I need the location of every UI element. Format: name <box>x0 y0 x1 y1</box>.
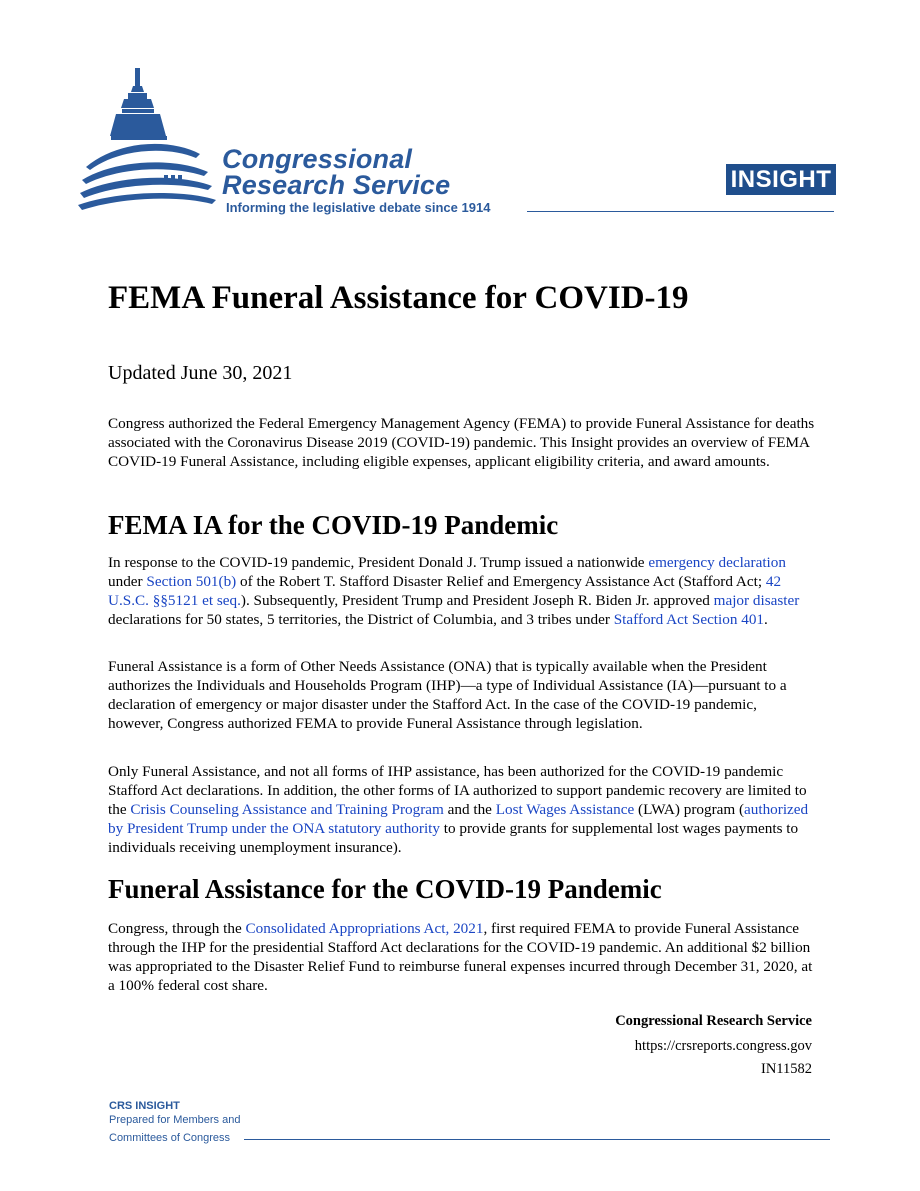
page-title: FEMA Funeral Assistance for COVID-19 <box>108 280 689 316</box>
text-run: In response to the COVID-19 pandemic, President Donald J. Trump issued a nationwide <box>108 554 649 571</box>
emergency-declaration-link[interactable]: emergency declaration <box>648 554 786 571</box>
tagline-rule <box>527 211 834 212</box>
footer-prepared-line2: Committees of Congress <box>109 1132 231 1144</box>
text-run: Only Funeral Assistance, and not all forms of IHP assistance, has been authorized for the COVID-19 pandemic Stafford Act declarations. In addition, the other forms of IA authorized to support pandemic recovery are limited to the <box>108 763 807 818</box>
section2-paragraph-1 <box>108 919 816 995</box>
org-name-line1: Congressional <box>222 144 413 174</box>
lost-wages-assistance-link[interactable]: Lost Wages Assistance <box>495 801 635 818</box>
capitol-dome-logo-icon <box>78 62 228 217</box>
section1-paragraph-3 <box>108 762 816 857</box>
ona-authority-link[interactable]: authorized by President Trump under the ONA statutory authority <box>108 801 809 837</box>
consolidated-appropriations-link[interactable]: Consolidated Appropriations Act, 2021 <box>245 920 484 937</box>
stafford-act-section-401-link[interactable]: Stafford Act Section 401 <box>613 611 765 628</box>
insight-badge: INSIGHT <box>726 164 836 195</box>
section1-heading: FEMA IA for the COVID-19 Pandemic <box>108 510 559 540</box>
tagline: Informing the legislative debate since 1914 <box>226 200 491 215</box>
text-run: , first required FEMA to provide Funeral Assistance through the IHP for the presidential Stafford Act declarations for the COVID-19 pandemic. An additional $2 billion was appropriated to the Disaster Relief Fund to reimburse funeral expenses incurred through December 31, 2020, at a 100% federal cost share. <box>108 920 813 994</box>
text-run: (LWA) program ( <box>634 801 745 818</box>
usc-5121-link[interactable]: 42 U.S.C. §§5121 et seq. <box>108 573 782 609</box>
section2-heading: Funeral Assistance for the COVID-19 Pandemic <box>108 874 662 904</box>
text-run: . <box>764 611 768 628</box>
major-disaster-link[interactable]: major disaster <box>713 592 800 609</box>
footer-url[interactable]: https://crsreports.congress.gov <box>634 1038 812 1054</box>
text-run: Congress, through the <box>108 920 246 937</box>
text-run: declarations for 50 states, 5 territories, the District of Columbia, and 3 tribes under <box>108 611 614 628</box>
crisis-counseling-link[interactable]: Crisis Counseling Assistance and Training Program <box>130 801 444 818</box>
text-run: of the Robert T. Stafford Disaster Relief and Emergency Assistance Act (Stafford Act; <box>236 573 766 590</box>
text-run: under <box>108 573 147 590</box>
text-run: and the <box>443 801 496 818</box>
section1-paragraph-2: Funeral Assistance is a form of Other Needs Assistance (ONA) that is typically available when the President authorizes the Individuals and Households Program (IHP)—a type of Individual Assistance (IA)—pursuant to a declaration of emergency or major disaster under the Stafford Act. In the case of the COVID-19 pandemic, however, Congress authorized FEMA to provide Funeral Assistance through legislation. <box>108 658 787 732</box>
text-run: to provide grants for supplemental lost wages payments to individuals receiving unemployment insurance). <box>108 820 799 856</box>
text-run: ). Subsequently, President Trump and President Joseph R. Biden Jr. approved <box>240 592 714 609</box>
footer-report-id: IN11582 <box>760 1061 812 1077</box>
footer-org: Congressional Research Service <box>615 1013 812 1029</box>
org-name-line2: Research Service <box>222 170 451 200</box>
intro-paragraph: Congress authorized the Federal Emergency Management Agency (FEMA) to provide Funeral Assistance for deaths associated with the Coronavirus Disease 2019 (COVID-19) pandemic. This Insight provides an overview of FEMA COVID-19 Funeral Assistance, including eligible expenses, applicant eligibility criteria, and award amounts. <box>108 415 815 470</box>
footer-crs-insight-label: CRS INSIGHT <box>109 1100 180 1112</box>
updated-date: Updated June 30, 2021 <box>108 362 293 384</box>
footer-prepared-line1: Prepared for Members and <box>109 1114 241 1126</box>
section1-paragraph-1 <box>108 553 816 629</box>
footer-rule <box>244 1139 830 1140</box>
section-501b-link[interactable]: Section 501(b) <box>146 573 237 590</box>
